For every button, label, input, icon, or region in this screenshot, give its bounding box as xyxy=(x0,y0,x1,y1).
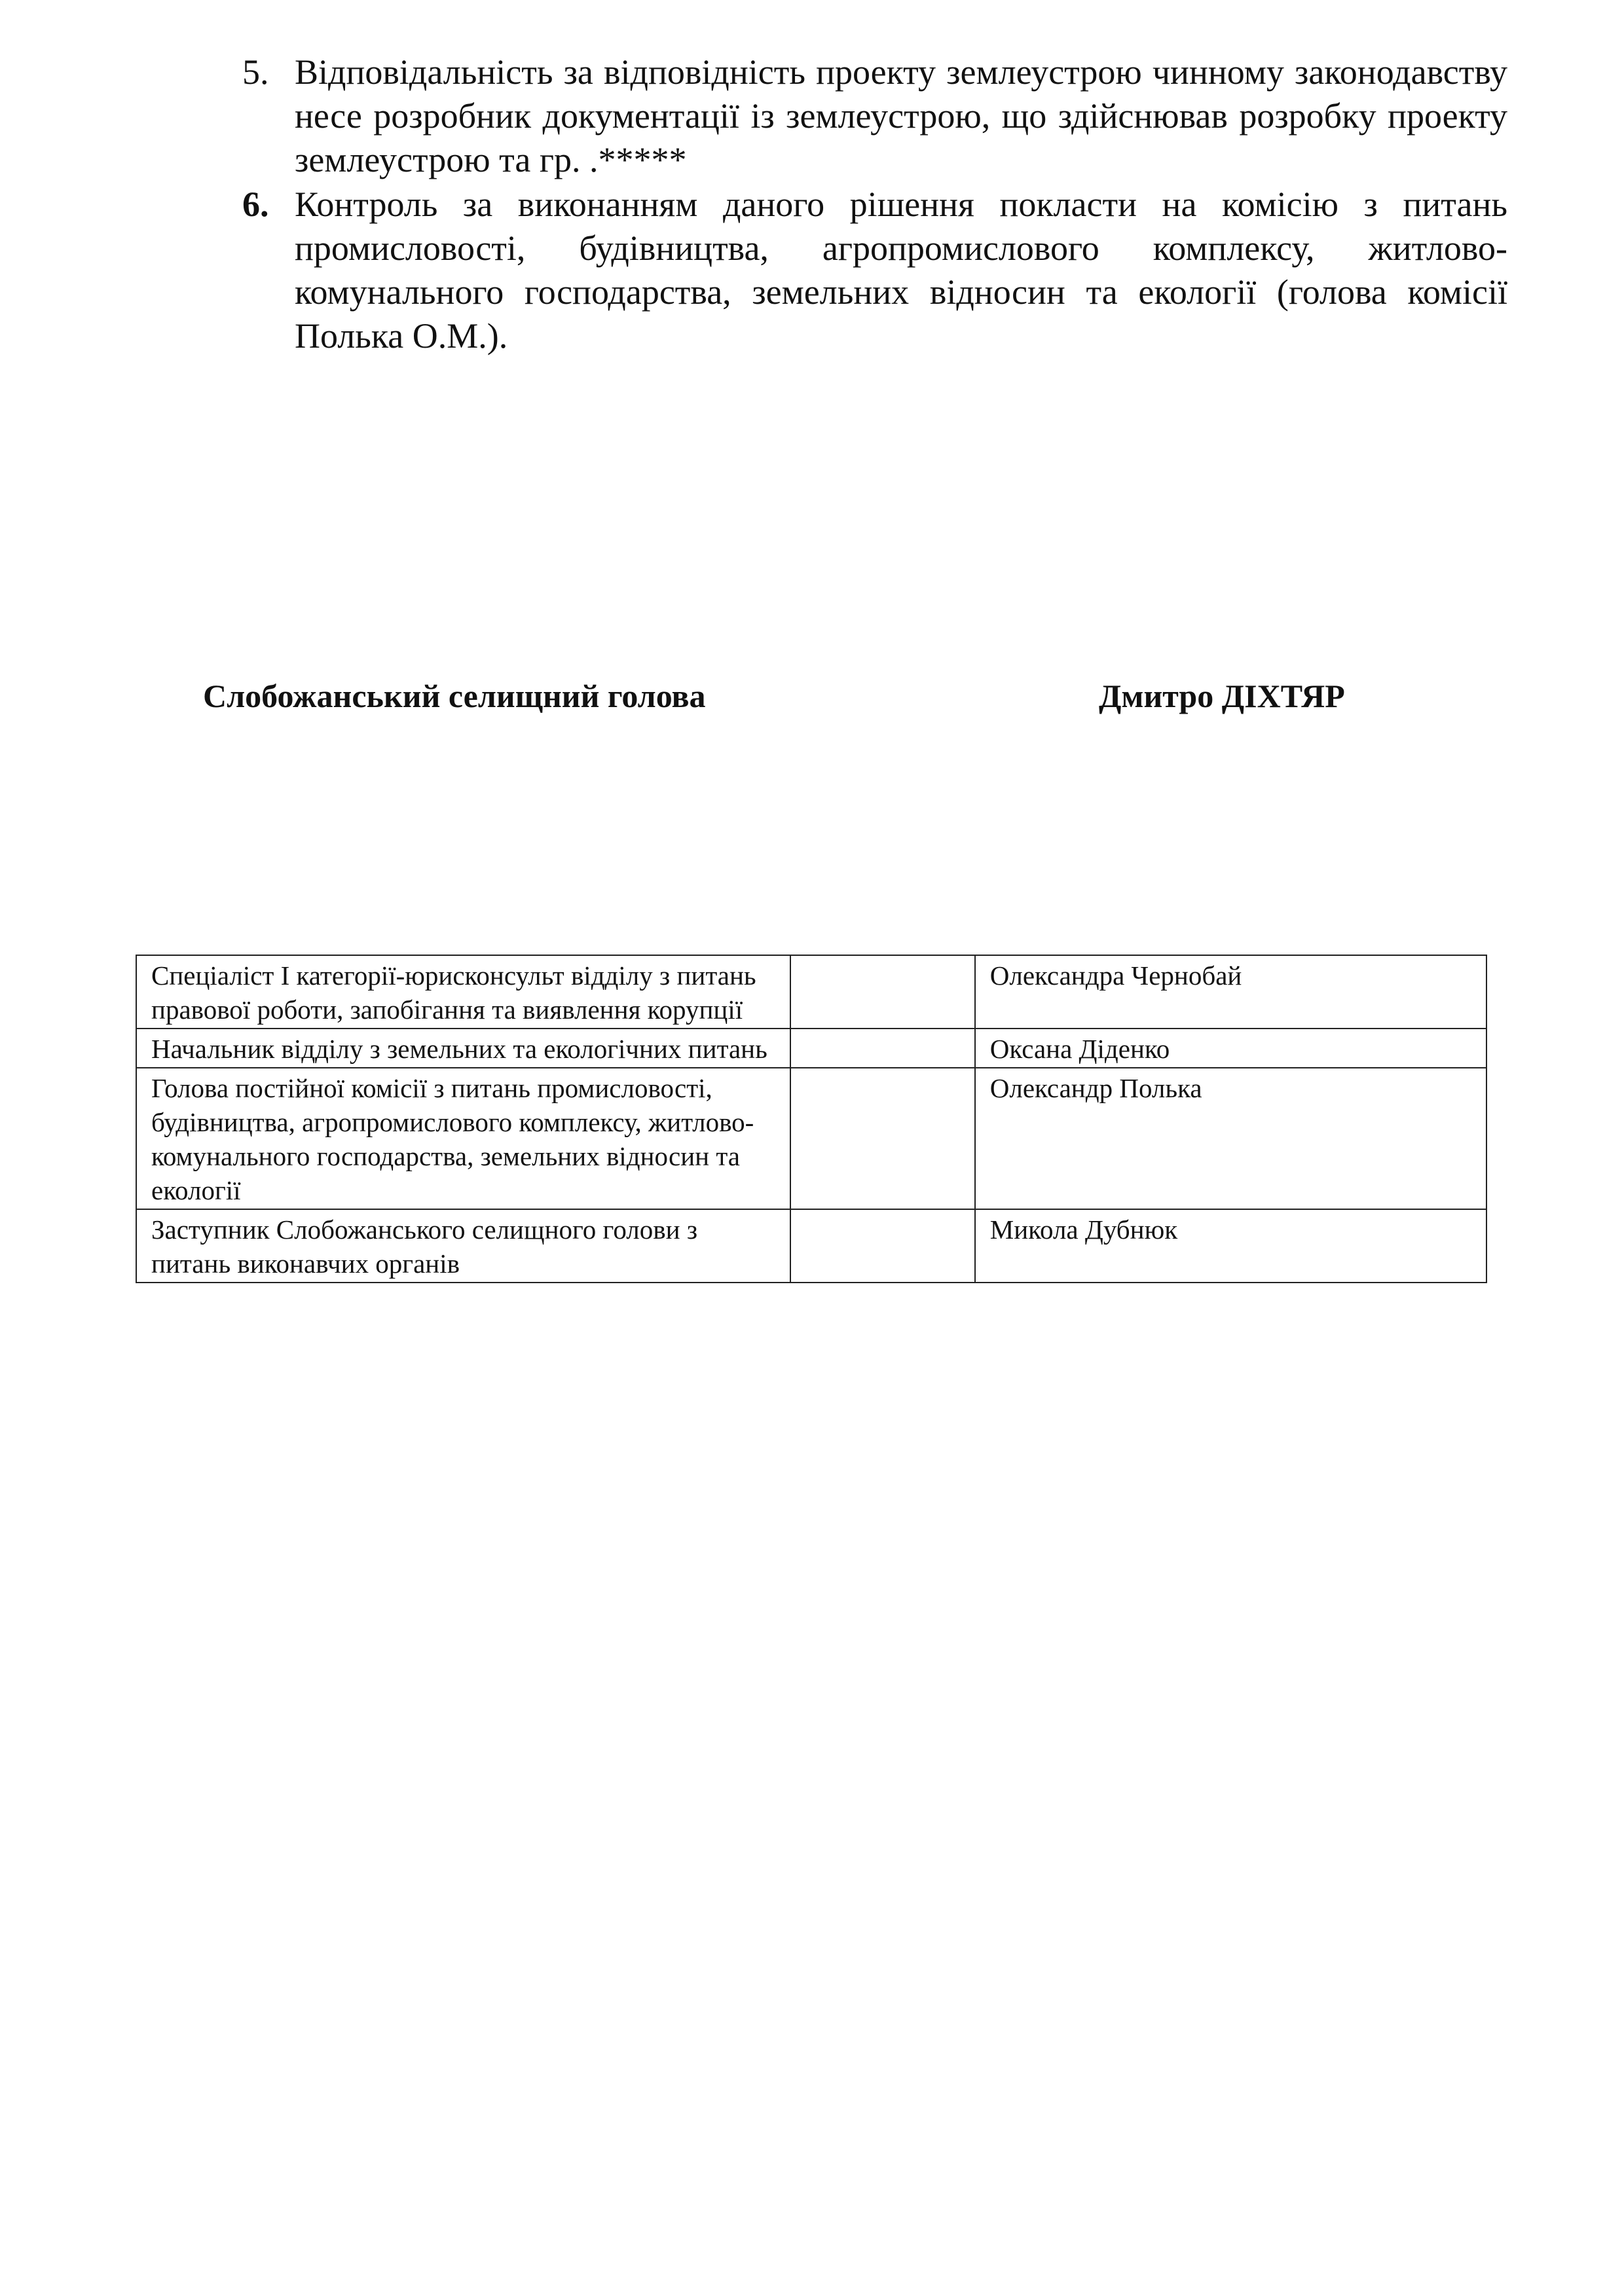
table-row xyxy=(136,1068,1486,1209)
list-item-number: 5. xyxy=(242,52,269,92)
signature-title: Слобожанський селищний голова xyxy=(203,678,706,714)
signature-cell xyxy=(790,955,975,1029)
signature-cell xyxy=(790,1068,975,1209)
list-item-6 xyxy=(242,183,1507,358)
list-item-5 xyxy=(242,50,1507,182)
table-row xyxy=(136,955,1486,1029)
position-cell: Начальник відділу з земельних та екологічних питань xyxy=(136,1029,790,1068)
table-row xyxy=(136,1209,1486,1283)
position-cell: Спеціаліст І категорії-юрисконсульт відділу з питань правової роботи, запобігання та виявлення корупції xyxy=(136,955,790,1029)
name-cell: Олександр Полька xyxy=(975,1068,1486,1209)
signature-cell xyxy=(790,1209,975,1283)
table-row xyxy=(136,1029,1486,1068)
position-cell: Голова постійної комісії з питань промисловості, будівництва, агропромислового комплексу, житлово-комунального господарства, земельних відносин та екології xyxy=(136,1068,790,1209)
list-item-text: Контроль за виконанням даного рішення покласти на комісію з питань промисловості, будівництва, агропромислового комплексу, житлово-комунального господарства, земельних відносин та екології (голова комісії Полька О.М.). xyxy=(295,185,1507,355)
list-item-number: 6. xyxy=(242,185,269,224)
list-item-text: Відповідальність за відповідність проекту землеустрою чинному законодавству несе розробник документації із землеустрою, що здійснював розробку проекту землеустрою та гр. .***** xyxy=(295,52,1507,179)
name-cell: Микола Дубнюк xyxy=(975,1209,1486,1283)
position-cell: Заступник Слобожанського селищного голови з питань виконавчих органів xyxy=(136,1209,790,1283)
approval-table xyxy=(136,955,1487,1283)
name-cell: Оксана Діденко xyxy=(975,1029,1486,1068)
signature-name: Дмитро ДІХТЯР xyxy=(1099,678,1345,714)
signature-cell xyxy=(790,1029,975,1068)
name-cell: Олександра Чернобай xyxy=(975,955,1486,1029)
